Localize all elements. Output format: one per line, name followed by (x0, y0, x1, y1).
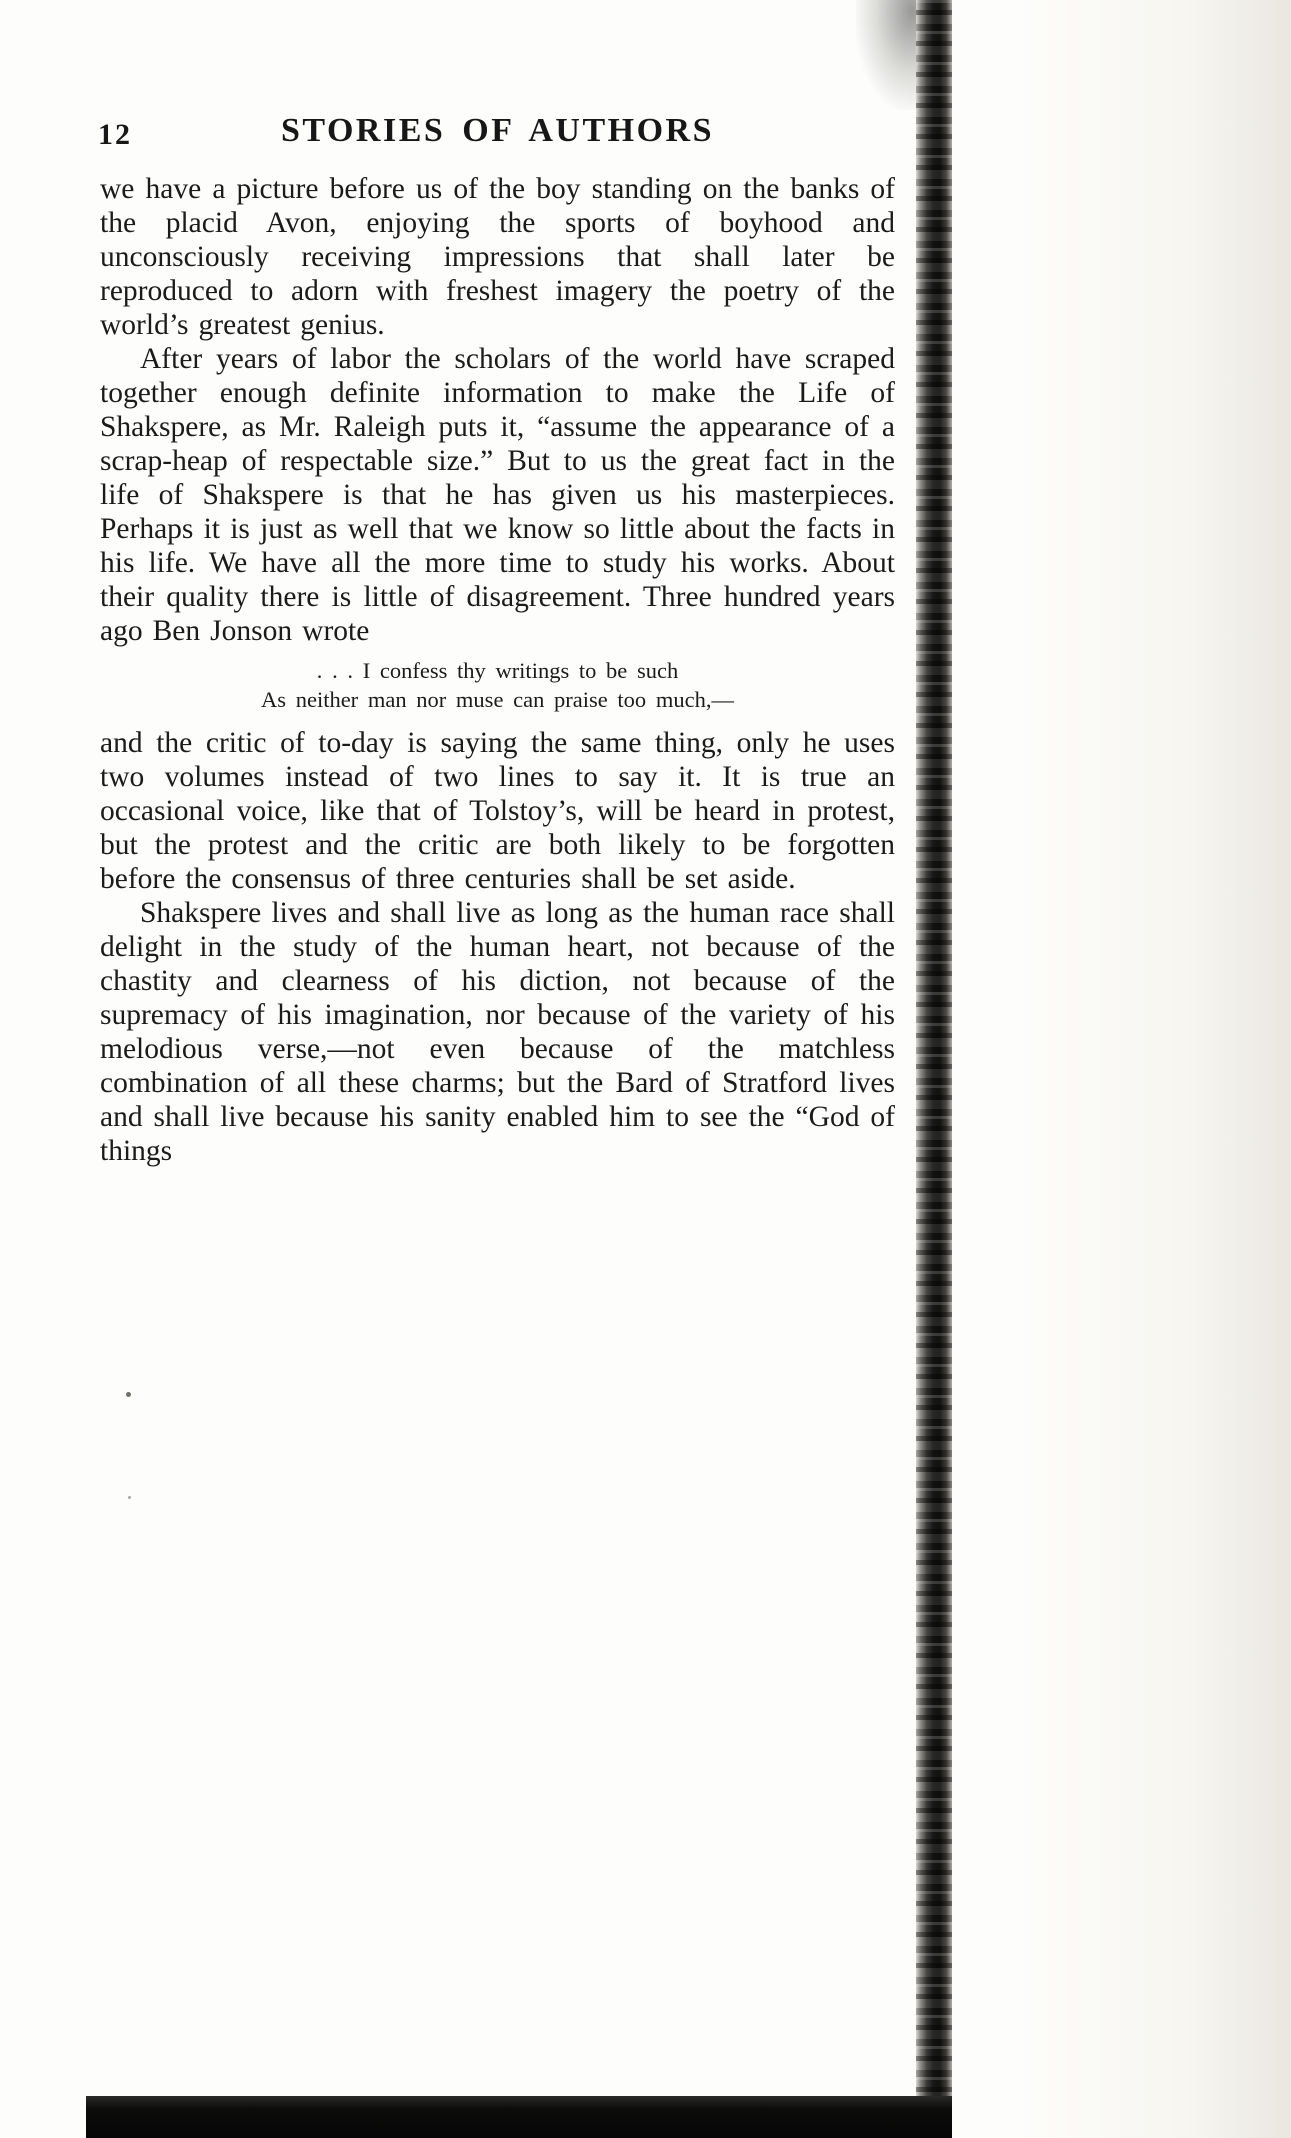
page-header (100, 112, 895, 156)
page-title: STORIES OF AUTHORS (280, 112, 714, 149)
scan-bottom-bar (86, 2096, 952, 2138)
paragraph-continuation: and the critic of to-day is saying the same thing, only he uses two volumes instead of two lines to say it. It is true an occasional voice, like that of Tolstoy’s, will be heard in protest, but the protest and the critic are both likely to be forgotten before the consensus of three centuries shall be set aside. (100, 727, 895, 895)
verse-line-2: As neither man nor muse can praise too much,— (261, 687, 734, 712)
scan-speck (126, 1392, 131, 1397)
paragraph-continuation: we have a picture before us of the boy standing on the banks of the placid Avon, enjoying the sports of boyhood and unconsciously receiving impressions that shall later be reproduced to adorn with freshest imagery the poetry of the world’s greatest genius. (100, 173, 895, 341)
verse-quote (100, 656, 895, 714)
paragraph: After years of labor the scholars of the world have scraped together enough definite information to make the Life of Shakspere, as Mr. Raleigh puts it, “assume the appearance of a scrap-heap of respectable size.” But to us the great fact in the life of Shakspere is that he has given us his masterpieces. Perhaps it is just as well that we know so little about the facts in his life. We have all the more time to study his works. About their quality there is little of disagreement. Three hundred years ago Ben Jonson wrote (100, 343, 895, 647)
page-number: 12 (98, 118, 132, 151)
verse-line-1: . . . I confess thy writings to be such (316, 658, 679, 683)
page-body (100, 172, 895, 1168)
scan-speck (128, 1496, 131, 1499)
scan-page-edge (916, 0, 952, 2138)
paragraph: Shakspere lives and shall live as long as the human race shall delight in the study of the human heart, not because of the chastity and clearness of his diction, not because of the supremacy of his imagination, nor because of the variety of his melodious verse,—not even because of the matchless combination of all these charms; but the Bard of Stratford lives and shall live because his sanity enabled him to see the “God of things (100, 897, 895, 1167)
